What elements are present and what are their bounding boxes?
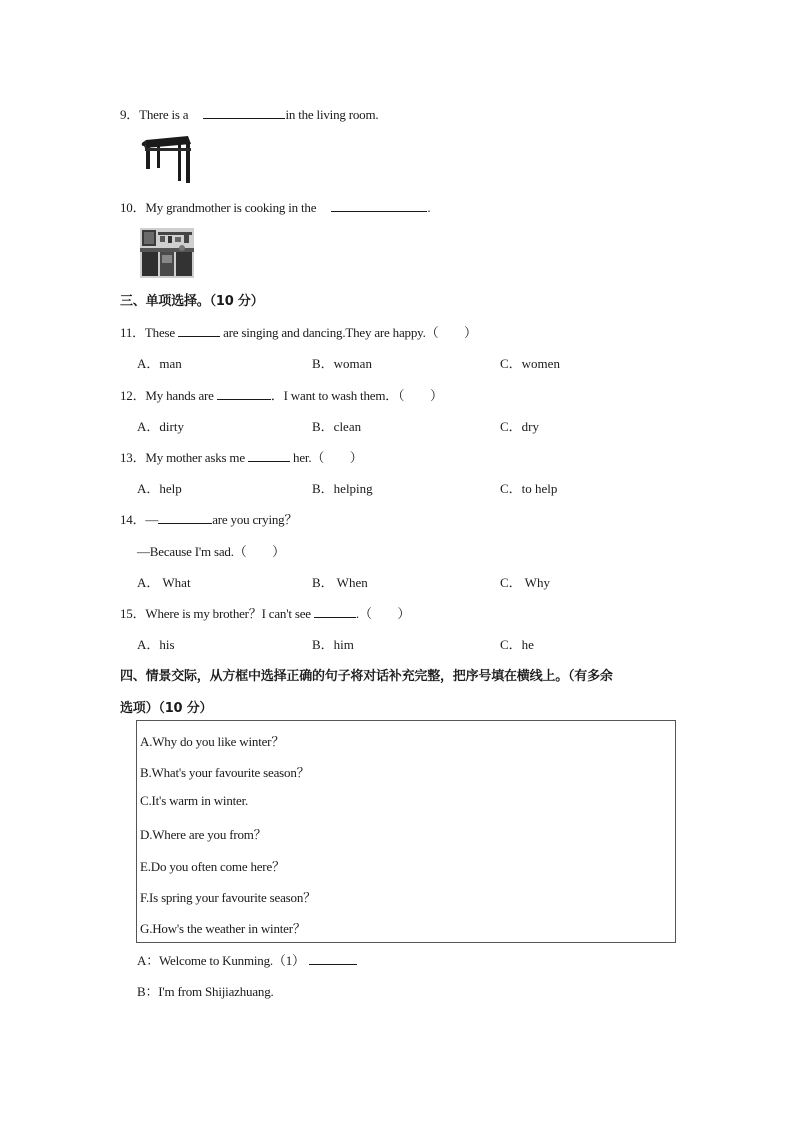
q15-option-b[interactable]: B．him — [312, 637, 354, 652]
dialogue-line-1 — [137, 950, 357, 969]
q12-blank[interactable] — [217, 387, 271, 400]
q11-option-c[interactable]: C．women — [500, 356, 560, 371]
choice-c: C.It's warm in winter. — [140, 793, 249, 808]
q14-text-after: are you crying？ — [212, 512, 298, 527]
question-10 — [120, 197, 430, 216]
q15-option-a[interactable]: A．his — [137, 637, 175, 652]
q15-text-after: .（ ） — [355, 606, 411, 621]
q14-option-c[interactable]: C． Why — [500, 575, 550, 590]
q13-text-after: her.（ ） — [293, 450, 363, 465]
q11-option-b[interactable]: B．woman — [312, 356, 372, 371]
q15-text-before: 15．Where is my brother？I can't see — [120, 606, 311, 621]
q13-option-c[interactable]: C．to help — [500, 481, 558, 496]
question-12 — [120, 385, 443, 404]
question-15 — [120, 603, 410, 622]
q10-blank[interactable] — [331, 199, 427, 212]
question-11 — [120, 322, 477, 341]
dialogue-blank-1[interactable] — [309, 952, 357, 965]
choice-g: G.How's the weather in winter？ — [140, 921, 306, 936]
section-4-title-line2: 选项）（10 分） — [120, 701, 213, 716]
q12-option-b[interactable]: B．clean — [312, 419, 362, 434]
section-3-title: 三、单项选择。（10 分） — [120, 294, 264, 309]
dialogue-line-2: B：I'm from Shijiazhuang. — [137, 984, 274, 999]
question-14 — [120, 509, 297, 528]
q13-text-before: 13．My mother asks me — [120, 450, 245, 465]
q10-text-before: My grandmother is cooking in the — [145, 200, 317, 215]
q9-number: 9． — [120, 107, 140, 122]
q10-text-after: . — [427, 200, 431, 215]
q14-text-before: 14．— — [120, 512, 159, 527]
choice-a: A.Why do you like winter？ — [140, 734, 285, 749]
question-13 — [120, 447, 363, 466]
kitchen-picture — [140, 228, 194, 278]
choice-e: E.Do you often come here？ — [140, 859, 285, 874]
q14-blank[interactable] — [158, 511, 212, 524]
q14-option-b[interactable]: B． When — [312, 575, 368, 590]
choice-b: B.What's your favourite season？ — [140, 765, 310, 780]
q11-blank[interactable] — [178, 324, 220, 337]
q12-option-a[interactable]: A．dirty — [137, 419, 184, 434]
q9-blank[interactable] — [203, 106, 285, 119]
q15-blank[interactable] — [314, 605, 356, 618]
q10-number: 10． — [120, 200, 146, 215]
q15-option-c[interactable]: C．he — [500, 637, 534, 652]
section-4-title-line1: 四、情景交际，从方框中选择正确的句子将对话补充完整，把序号填在横线上。（有多余 — [120, 669, 613, 684]
q9-text-before: There is a — [139, 107, 189, 122]
dialogue-line-1-text: A：Welcome to Kunming.（1） — [137, 953, 305, 968]
q14-option-a[interactable]: A． What — [137, 575, 191, 590]
choice-f: F.Is spring your favourite season？ — [140, 890, 316, 905]
q11-option-a[interactable]: A．man — [137, 356, 182, 371]
q12-text-after: ．I want to wash them．（ ） — [270, 388, 443, 403]
choices-box — [136, 720, 676, 943]
table-picture — [140, 132, 194, 184]
q9-text-after: in the living room. — [285, 107, 379, 122]
q14-answer-line: —Because I'm sad.（ ） — [137, 544, 285, 559]
q11-text-after: are singing and dancing.They are happy.（ ） — [223, 325, 477, 340]
q11-text-before: 11．These — [120, 325, 175, 340]
q13-option-a[interactable]: A．help — [137, 481, 182, 496]
q13-blank[interactable] — [248, 449, 290, 462]
choice-d: D.Where are you from？ — [140, 827, 267, 842]
q12-option-c[interactable]: C．dry — [500, 419, 540, 434]
q13-option-b[interactable]: B．helping — [312, 481, 373, 496]
question-9 — [120, 104, 378, 123]
q12-text-before: 12．My hands are — [120, 388, 214, 403]
